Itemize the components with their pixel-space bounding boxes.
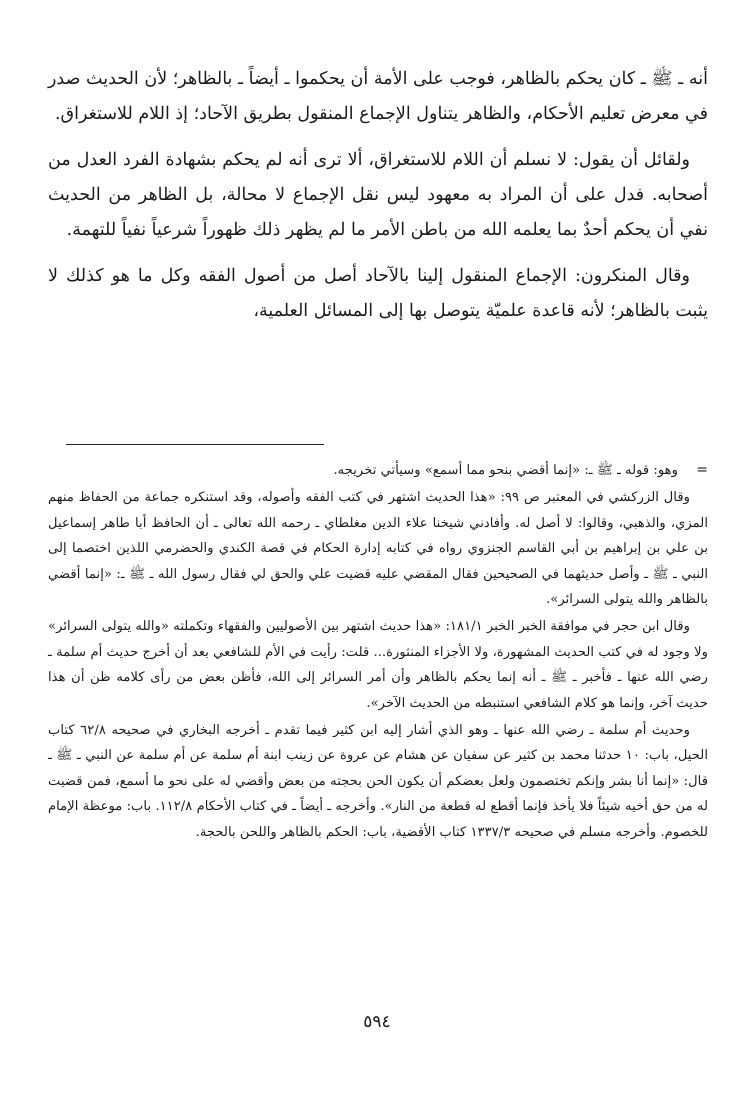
main-paragraph-3: وقال المنكرون: الإجماع المنقول إلينا بالآحاد أصل من أصول الفقه وكل ما هو كذلك لا يثبت بالظاهر؛ لأنه قاعدة علميّة يتوصل بها إلى المسائل العلمية، bbox=[48, 266, 708, 321]
footnotes-section bbox=[48, 458, 708, 847]
footnote-1: وهو: قوله ـ ﷺ ـ: «إنما أقضي بنحو مما أسمع» وسيأتي تخريجه. bbox=[333, 463, 678, 478]
footnote-divider bbox=[66, 444, 324, 445]
page-number: ٥٩٤ bbox=[363, 1012, 391, 1032]
footnote-continuation-mark: = bbox=[696, 462, 708, 478]
main-paragraph-1: أنه ـ ﷺ ـ كان يحكم بالظاهر، فوجب على الأمة أن يحكموا ـ أيضاً ـ بالظاهر؛ لأن الحديث صدر في معرض تعليم الأحكام، والظاهر يتناول الإجماع المنقول بطريق الآحاد؛ إذ اللام للاستغراق. bbox=[47, 69, 708, 124]
footnote-3: وقال ابن حجر في موافقة الخبر الخبر ١٨١/١: «هذا حديث اشتهر بين الأصوليين والفقهاء وتكملته «والله يتولى السرائر» ولا وجود له في كتب الحديث المشهورة، ولا الأجزاء المنثورة... قلت: رأيت في الأم للشافعي بعد أن أخرج حديث أم سلمة ـ رضي الله عنها ـ فأخبر ـ ﷺ ـ أنه إنما يحكم بالظاهر وأن أمر السرائر إلى الله، فأظن بعض من رأى كلامه ظن أن هذا حديث آخر، وإنما هو كلام الشافعي استنبطه من الحديث الآخر». bbox=[48, 619, 708, 711]
main-paragraph-2: ولقائل أن يقول: لا نسلم أن اللام للاستغراق، ألا ترى أنه لم يحكم بشهادة الفرد العدل من أصحابه. فدل على أن المراد به معهود ليس نقل الإجماع لا محالة، بل الظاهر من الحديث نفي أن يحكم أحدٌ بما يعلمه الله من باطن الأمر ما لم يظهر ذلك ظهوراً شرعياً نفياً للتهمة. bbox=[48, 150, 708, 240]
footnote-4: وحديث أم سلمة ـ رضي الله عنها ـ وهو الذي أشار إليه ابن كثير فيما تقدم ـ أخرجه البخاري في صحيحه ٦٢/٨ كتاب الحيل، باب: ١٠ حدثنا محمد بن كثير عن سفيان عن هشام عن عروة عن زينب ابنة أم سلمة عن أم سلمة عن النبي ـ ﷺ ـ قال: «إنما أنا بشر وإنكم تختصمون ولعل بعضكم أن يكون الحن بحجته من بعض وأقضي له على نحو ما أسمع، فمن قضيت له من حق أخيه شيئاً فلا يأخذ فإنما أقطع له قطعة من النار». وأخرجه ـ أيضاً ـ في كتاب الأحكام ١١٢/٨. باب: موعظة الإمام للخصوم. وأخرجه مسلم في صحيحه ١٣٣٧/٣ كتاب الأقضية، باب: الحكم بالظاهر واللحن بالحجة. bbox=[48, 723, 708, 840]
main-text-body bbox=[48, 62, 708, 340]
footnote-2: وقال الزركشي في المعتبر ص ٩٩: «هذا الحديث اشتهر في كتب الفقه وأصوله، وقد استنكره جماعة من الحفاظ منهم المزي، والذهبي، وقالوا: لا أصل له. وأفادني شيخنا علاء الدين مغلطاي ـ رحمه الله تعالى ـ أن الحافظ أبا طاهر إسماعيل بن علي بن إبراهيم بن أبي القاسم الجنزوي رواه في كتابه إدارة الحكام في قصة الكندي والحضرمي اللذين اختصما إلى النبي ـ ﷺ ـ وأصل حديثهما في الصحيحين فقال المقضي عليه قضيت علي والحق لي فقال رسول الله ـ ﷺ ـ: «إنما أقضي بالظاهر والله يتولى السرائر». bbox=[48, 490, 708, 608]
